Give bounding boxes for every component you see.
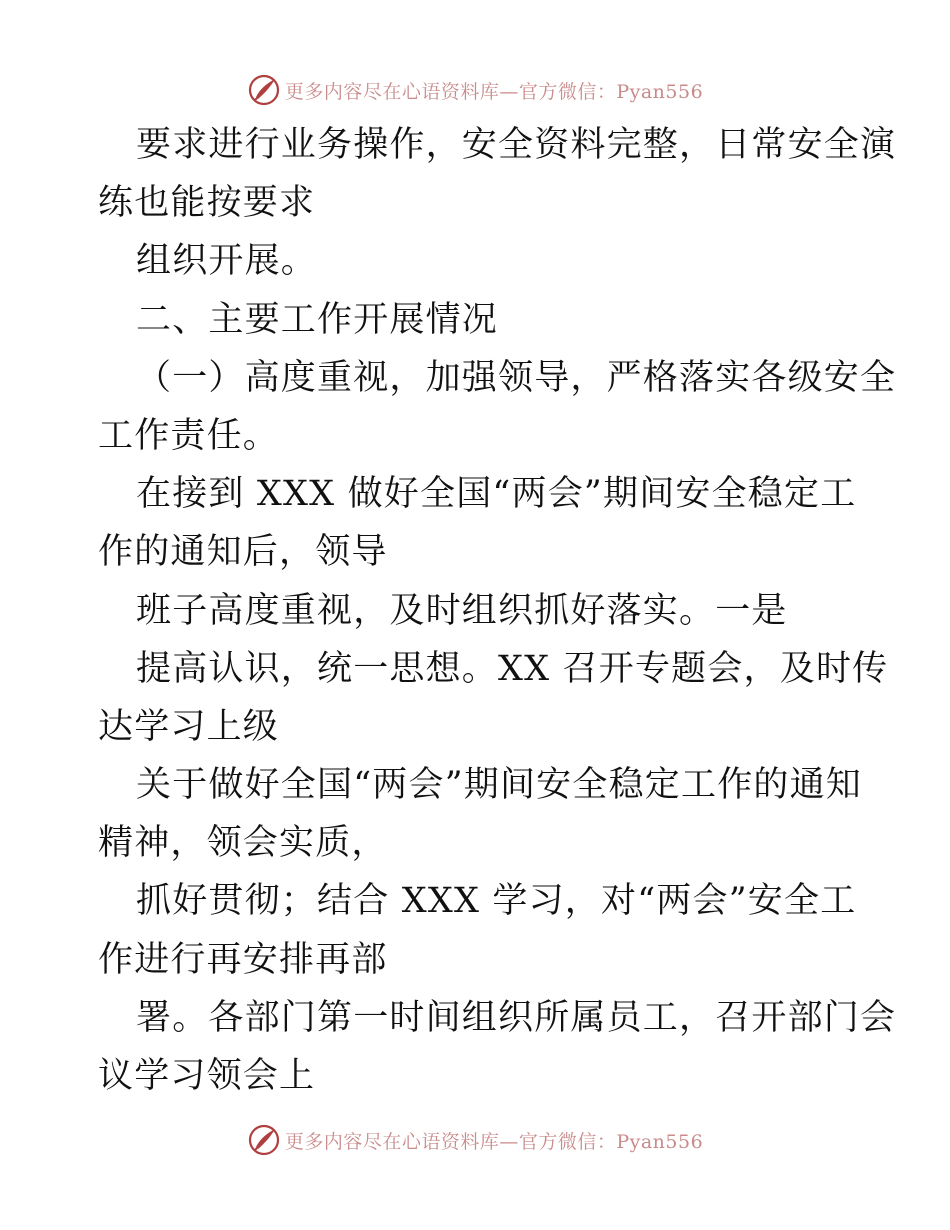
text-line: 署。各部门第一时间组织所属员工，召开部门会 — [136, 997, 897, 1038]
text-line: 组织开展。 — [136, 241, 318, 282]
text-line: 二、主要工作开展情况 — [136, 299, 499, 340]
document-body — [98, 116, 897, 1105]
quill-seal-icon — [247, 73, 281, 107]
text-line: 要求进行业务操作，安全资料完整，日常安全演 — [136, 125, 897, 165]
text-line: 工作责任。 — [98, 415, 280, 456]
text-line: 议学习领会上 — [98, 1056, 316, 1096]
text-line: 作的通知后，领导 — [98, 532, 388, 573]
header-banner-text: 更多内容尽在心语资料库—官方微信：Pyan556 — [284, 80, 704, 103]
footer-banner — [0, 1120, 950, 1160]
text-line: 在接到 XXX 做好全国“两会”期间安全稳定工 — [136, 474, 857, 515]
text-line: 练也能按要求 — [98, 183, 316, 224]
text-line: 抓好贯彻；结合 XXX 学习，对“两会”安全工 — [136, 881, 857, 922]
text-line: 提高认识，统一思想。XX 召开专题会，及时传 — [136, 648, 889, 689]
text-line: 关于做好全国“两会”期间安全稳定工作的通知 — [136, 765, 862, 806]
header-banner — [0, 70, 950, 110]
text-line: 达学习上级 — [98, 706, 280, 747]
text-line: （一）高度重视，加强领导，严格落实各级安全 — [136, 357, 897, 398]
footer-banner-text: 更多内容尽在心语资料库—官方微信：Pyan556 — [284, 1130, 704, 1153]
text-line: 作进行再安排再部 — [98, 939, 388, 980]
text-line: 班子高度重视，及时组织抓好落实。一是 — [136, 590, 788, 631]
text-line: 精神，领会实质， — [98, 823, 388, 864]
quill-seal-icon — [247, 1123, 281, 1157]
